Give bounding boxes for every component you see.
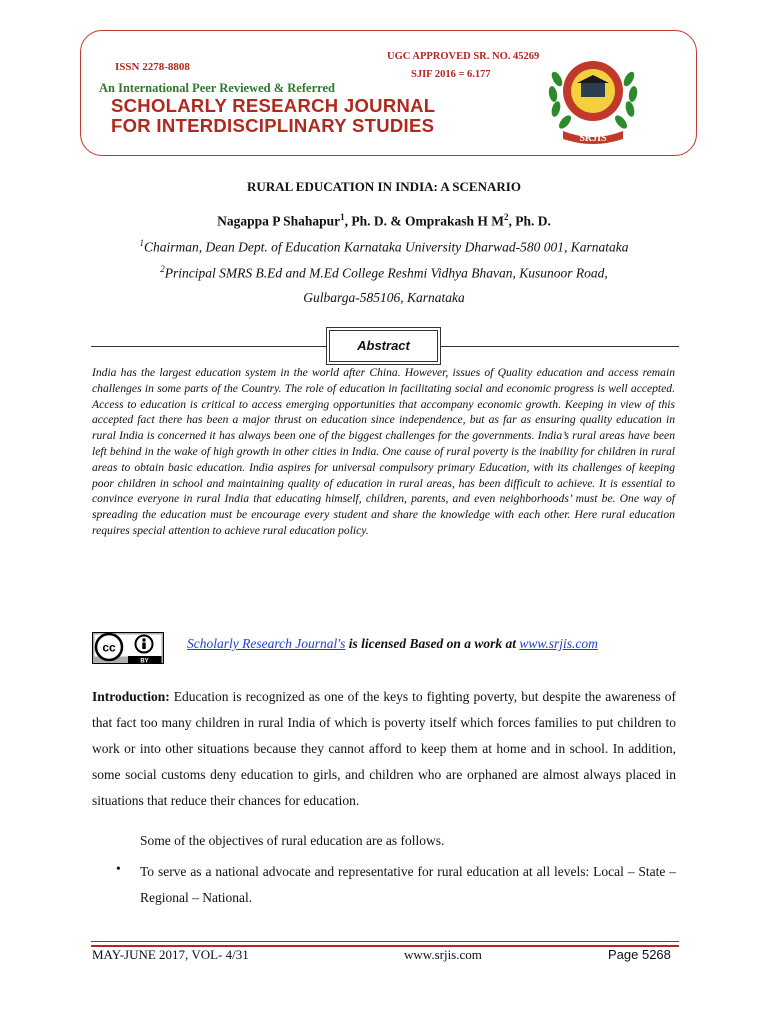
sjif-score: SJIF 2016 = 6.177 xyxy=(411,69,491,80)
introduction-text: Education is recognized as one of the keys to fighting poverty, but despite the awareness of that fact too many children in rural India of which is poverty itself which forces families to put children to work or into other situations because they cannot afford to keep them at home and in school. In addition, some social customs deny education to girls, and children who are orphaned are almost always placed in situations that reduce their chances for education. xyxy=(92,689,676,808)
author-line xyxy=(0,212,768,230)
author-1: Nagappa P Shahapur xyxy=(217,213,341,229)
affiliation-2 xyxy=(0,264,768,282)
footer-issue: MAY-JUNE 2017, VOL- 4/31 xyxy=(92,947,249,962)
logo-text: SRJIS xyxy=(579,133,607,144)
license-statement xyxy=(187,636,598,652)
aff1-sup: 1 xyxy=(139,238,144,248)
svg-text:cc: cc xyxy=(102,640,116,655)
objectives-intro: Some of the objectives of rural education are as follows. xyxy=(140,833,445,848)
footer-rule-thin xyxy=(91,941,679,942)
aff2-text: Principal SMRS B.Ed and M.Ed College Reshmi Vidhya Bhavan, Kusunoor Road, xyxy=(164,265,608,281)
abstract-heading-box xyxy=(326,327,441,365)
creative-commons-icon xyxy=(92,632,164,664)
aff2-sup: 2 xyxy=(160,264,165,274)
introduction-paragraph xyxy=(92,684,676,814)
ugc-approval: UGC APPROVED SR. NO. 45269 xyxy=(387,51,540,62)
journal-name-line2: FOR INTERDISCIPLINARY STUDIES xyxy=(111,115,435,136)
footer-website: www.srjis.com xyxy=(404,947,482,962)
license-text: is licensed Based on a work at xyxy=(345,636,520,651)
affiliation-1 xyxy=(0,238,768,256)
paper-title: RURAL EDUCATION IN INDIA: A SCENARIO xyxy=(247,179,521,194)
journal-header xyxy=(80,30,697,156)
aff1-text: Chairman, Dean Dept. of Education Karnataka University Dharwad-580 001, Karnataka xyxy=(144,239,629,255)
introduction-label: Introduction: xyxy=(92,689,170,704)
issn: ISSN 2278-8808 xyxy=(115,61,190,73)
bullet-icon: • xyxy=(116,861,121,876)
affiliation-2-cont: Gulbarga-585106, Karnataka xyxy=(303,290,465,305)
journal-name-line1: SCHOLARLY RESEARCH JOURNAL xyxy=(111,95,436,116)
website-link[interactable]: www.srjis.com xyxy=(519,636,598,651)
divider-right xyxy=(441,346,679,347)
author-2: , Ph. D. & Omprakash H M xyxy=(344,213,505,229)
srjis-logo xyxy=(543,39,643,149)
cc-by-label: BY xyxy=(140,658,149,664)
author-2-degree: , Ph. D. xyxy=(508,213,551,229)
abstract-body: India has the largest education system in the world after China. However, issues of Quality education and access remain challenges in some parts of the Country. The role of education in facilitating social and economic progress is well accepted. Access to education is critical to access emerging opportunities that accompany economic growth. Keeping in view of this accepted fact there has been a major thrust on education since independence, but as far as ensuring quality education in rural India is concerned it has always been one of the biggest challenges for the governments. India’s rural areas have been left behind in the wake of high growth in other cities in India. One cause of rural poverty is the inability for children in rural areas to obtain basic education. India aspires for universal compulsory primary Education, with its challenges of keeping poor children in school and maintaining quality of education in rural areas, has been difficult to achieve. It is essential to convince everyone in rural India that educating himself, children, parents, and even neighborhoods’ must be. One way of spreading the education must be encourage every student and share the knowledge with each other. Here rural education requires special attention to achieve rural education policy. xyxy=(92,366,675,537)
journal-link[interactable]: Scholarly Research Journal's xyxy=(187,636,346,651)
author-1-sup: 1 xyxy=(340,212,345,222)
page-number: Page 5268 xyxy=(608,947,671,962)
divider-left xyxy=(91,346,327,347)
author-2-sup: 2 xyxy=(504,212,509,222)
objective-item: To serve as a national advocate and representative for rural education at all levels: Local – State – Regional – National. xyxy=(140,864,676,905)
peer-reviewed-tagline: An International Peer Reviewed & Referred xyxy=(99,81,335,95)
abstract-heading: Abstract xyxy=(329,330,438,362)
